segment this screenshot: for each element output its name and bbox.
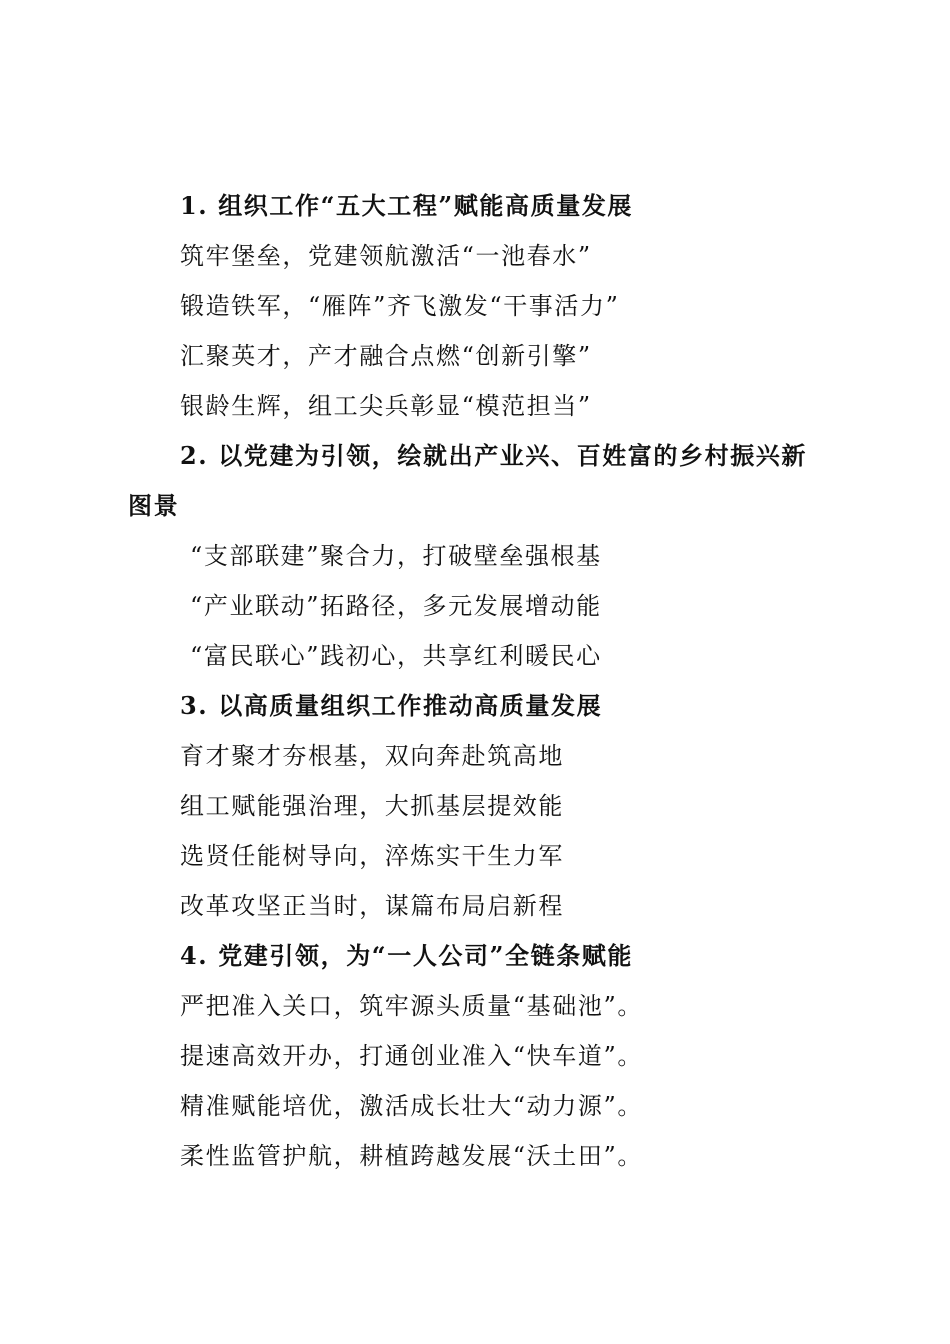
section-1 xyxy=(128,181,832,431)
list-item: “产业联动”拓路径，多元发展增动能 xyxy=(190,592,602,620)
section-3 xyxy=(128,681,832,931)
section-4 xyxy=(128,931,832,1181)
list-item: 精准赋能培优，激活成长壮大“动力源”。 xyxy=(180,1092,643,1120)
list-item: “富民联心”践初心，共享红利暖民心 xyxy=(190,642,602,670)
list-item: 锻造铁军，“雁阵”齐飞激发“干事活力” xyxy=(180,292,620,320)
list-item: 组工赋能强治理，大抓基层提效能 xyxy=(180,792,564,820)
section-2 xyxy=(128,431,832,681)
list-item: “支部联建”聚合力，打破壁垒强根基 xyxy=(190,542,602,570)
list-item: 改革攻坚正当时，谋篇布局启新程 xyxy=(180,892,564,920)
document-body xyxy=(128,181,832,1181)
section-heading: 1. 组织工作“五大工程”赋能高质量发展 xyxy=(180,191,634,220)
section-heading: 3. 以高质量组织工作推动高质量发展 xyxy=(180,691,603,720)
list-item: 银龄生辉，组工尖兵彰显“模范担当” xyxy=(180,392,592,420)
section-heading: 2. 以党建为引领，绘就出产业兴、百姓富的乡村振兴新图景 xyxy=(128,441,808,520)
list-item: 选贤任能树导向，淬炼实干生力军 xyxy=(180,842,564,870)
list-item: 柔性监管护航，耕植跨越发展“沃土田”。 xyxy=(180,1142,643,1170)
list-item: 育才聚才夯根基，双向奔赴筑高地 xyxy=(180,742,564,770)
list-item: 筑牢堡垒，党建领航激活“一池春水” xyxy=(180,242,592,270)
section-heading: 4. 党建引领，为“一人公司”全链条赋能 xyxy=(180,941,634,970)
list-item: 汇聚英才，产才融合点燃“创新引擎” xyxy=(180,342,592,370)
list-item: 提速高效开办，打通创业准入“快车道”。 xyxy=(180,1042,643,1070)
list-item: 严把准入关口，筑牢源头质量“基础池”。 xyxy=(180,992,643,1020)
